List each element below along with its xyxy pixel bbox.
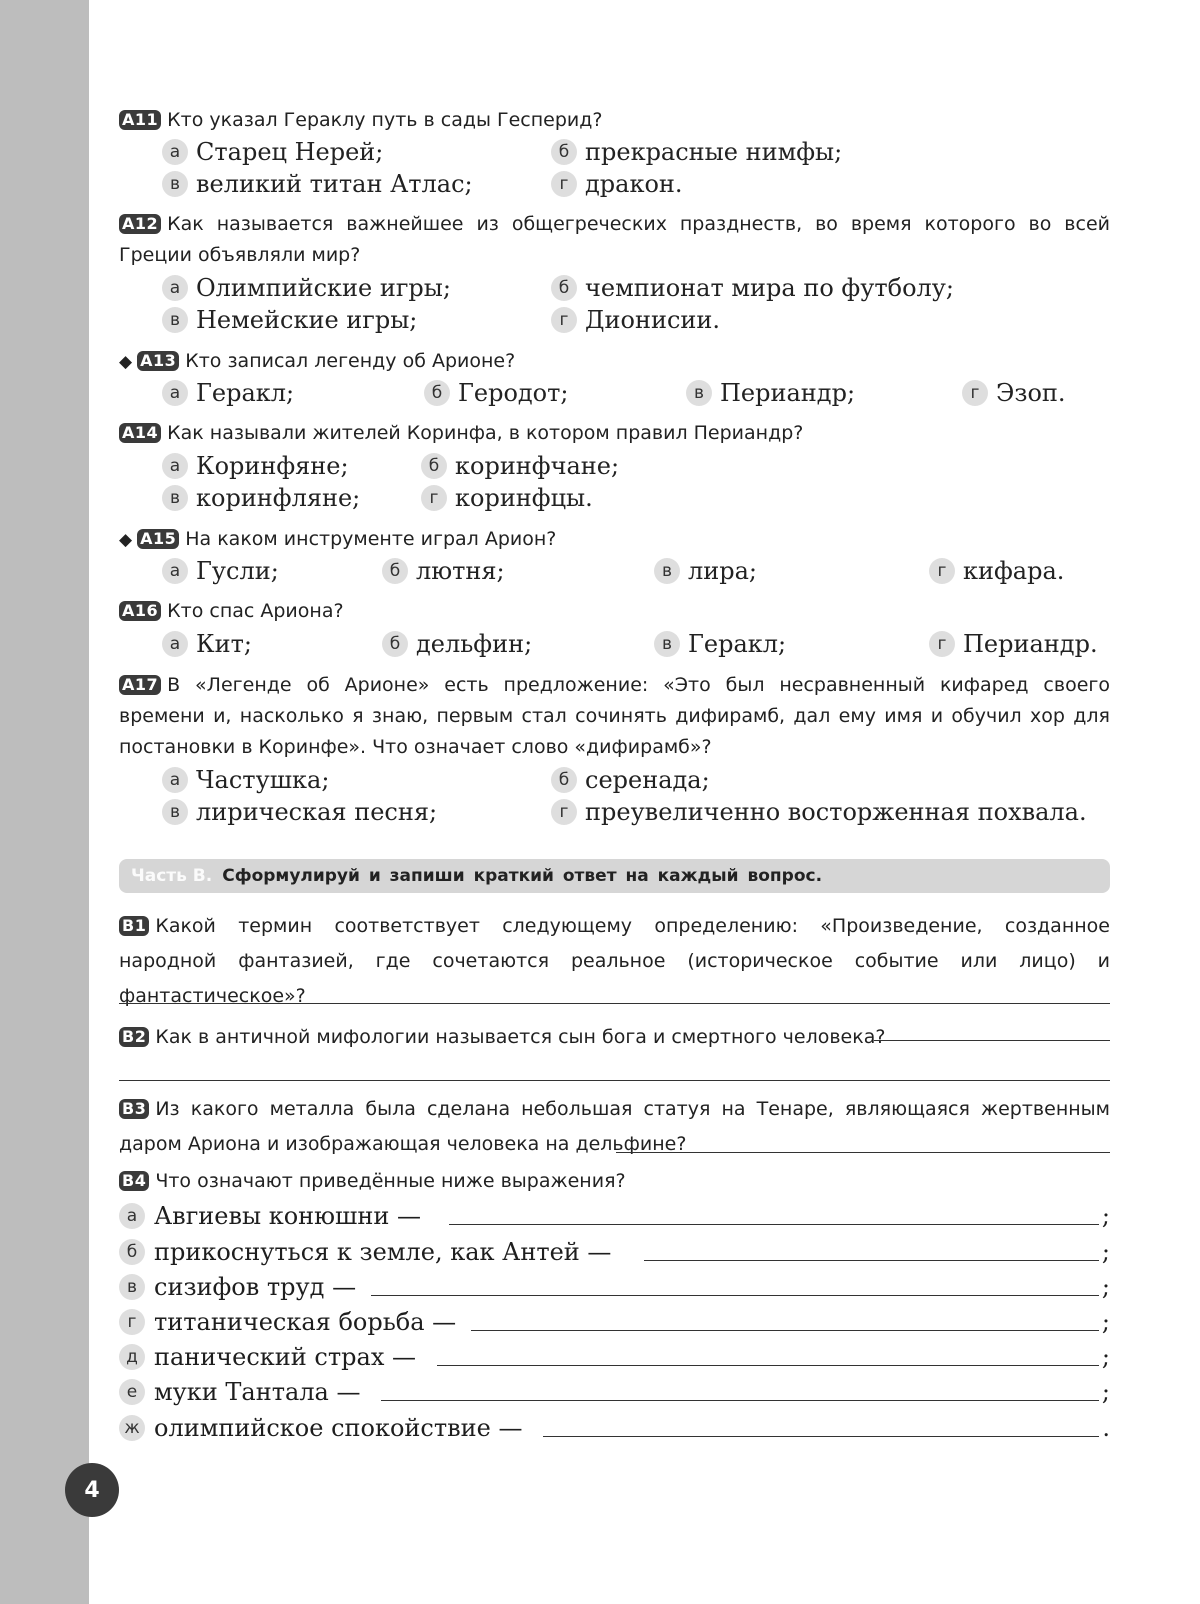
question-text: Как называли жителей Коринфа, в котором правил Периандр?	[167, 422, 804, 444]
option-v[interactable]	[654, 628, 786, 660]
question-text: Какой термин соответствует следующему определению: «Произведение, созданное народной фантазией, где сочетаются реальное (историческое событие или лицо) и фантастическое»?	[119, 915, 1110, 1007]
option-text: Эзоп.	[996, 379, 1066, 407]
question-text: Кто указал Гераклу путь в сады Гесперид?	[167, 109, 603, 131]
expression-text: панический страх —	[154, 1343, 416, 1371]
answer-line[interactable]	[381, 1400, 1099, 1401]
option-v[interactable]	[686, 377, 855, 409]
expression-text: Авгиевы конюшни —	[154, 1202, 421, 1230]
option-b[interactable]	[424, 377, 569, 409]
option-g[interactable]	[551, 168, 683, 200]
option-text: Частушка;	[196, 766, 330, 794]
option-letter: г	[119, 1309, 145, 1335]
expression-row	[119, 1340, 1110, 1374]
option-b[interactable]	[382, 555, 505, 587]
answer-line[interactable]	[644, 1260, 1099, 1261]
option-text: коринфцы.	[455, 484, 593, 512]
option-g[interactable]	[551, 796, 1087, 828]
option-letter: б	[551, 767, 577, 793]
answer-line[interactable]	[437, 1365, 1099, 1366]
option-letter: а	[162, 275, 188, 301]
option-letter: в	[162, 307, 188, 333]
expression-row	[119, 1411, 1110, 1445]
option-text: преувеличенно восторженная похвала.	[585, 798, 1087, 826]
question-id: A14	[119, 423, 161, 443]
question-id: A13	[137, 351, 179, 371]
expression-text: титаническая борьба —	[154, 1308, 457, 1336]
option-letter: г	[551, 307, 577, 333]
option-letter: в	[654, 631, 680, 657]
option-v[interactable]	[654, 555, 757, 587]
part-b-banner	[119, 859, 1110, 893]
punctuation: ;	[1101, 1343, 1110, 1371]
option-v[interactable]	[162, 304, 417, 336]
punctuation: ;	[1101, 1273, 1110, 1301]
question-text: В «Легенде об Арионе» есть предложение: «Это был несравненный кифаред своего времени и, насколько я знаю, первым стал сочинять дифирамб, дал ему имя и обучил хор для постановки в Коринфе». Что означает слово «дифирамб»?	[119, 674, 1110, 758]
question-b1	[119, 909, 1110, 1014]
option-a[interactable]	[162, 555, 279, 587]
option-letter: г	[929, 631, 955, 657]
answer-line[interactable]	[471, 1330, 1099, 1331]
option-text: прекрасные нимфы;	[585, 138, 843, 166]
option-letter: а	[162, 631, 188, 657]
option-letter: а	[162, 767, 188, 793]
option-text: серенада;	[585, 766, 710, 794]
answer-line-b2-extra[interactable]	[119, 1080, 1110, 1081]
option-letter: б	[424, 380, 450, 406]
option-text: Геродот;	[458, 379, 569, 407]
option-text: Немейские игры;	[196, 306, 418, 334]
question-text: На каком инструменте играл Арион?	[185, 528, 557, 550]
option-g[interactable]	[929, 628, 1098, 660]
option-v[interactable]	[162, 168, 473, 200]
question-id: B3	[119, 1099, 149, 1119]
option-letter: в	[162, 171, 188, 197]
option-letter: е	[119, 1379, 145, 1405]
question-id: A16	[119, 601, 161, 621]
expression-row	[119, 1199, 1110, 1233]
question-a11	[119, 105, 1110, 136]
option-text: Дионисии.	[585, 306, 721, 334]
option-a[interactable]	[162, 450, 349, 482]
question-a16	[119, 596, 1110, 627]
answer-line-b3[interactable]	[616, 1152, 1110, 1153]
punctuation: ;	[1101, 1202, 1110, 1230]
expression-row	[119, 1305, 1110, 1339]
option-a[interactable]	[162, 377, 294, 409]
question-a13	[119, 346, 1110, 378]
answer-line[interactable]	[543, 1436, 1099, 1437]
question-b4	[119, 1166, 1110, 1197]
punctuation: ;	[1101, 1238, 1110, 1266]
question-a14	[119, 418, 1110, 449]
option-v[interactable]	[162, 796, 437, 828]
question-id: A17	[119, 675, 161, 695]
option-letter: д	[119, 1344, 145, 1370]
option-letter: в	[686, 380, 712, 406]
punctuation: .	[1102, 1414, 1110, 1442]
option-text: Кит;	[196, 630, 252, 658]
diamond-icon: ◆	[119, 530, 133, 550]
expression-row	[119, 1375, 1110, 1409]
option-a[interactable]	[162, 272, 451, 304]
option-letter: в	[162, 485, 188, 511]
page-number: 4	[65, 1463, 119, 1517]
option-text: дракон.	[585, 170, 683, 198]
option-letter: в	[119, 1274, 145, 1300]
option-letter: ж	[119, 1415, 145, 1441]
punctuation: ;	[1101, 1308, 1110, 1336]
question-id: A11	[119, 110, 161, 130]
option-text: великий титан Атлас;	[196, 170, 473, 198]
option-letter: в	[162, 799, 188, 825]
option-v[interactable]	[162, 482, 360, 514]
question-a15	[119, 524, 1110, 556]
question-id: B1	[119, 916, 149, 936]
part-instruction: Сформулируй и запиши краткий ответ на каждый вопрос.	[222, 866, 823, 886]
question-text: Что означают приведённые ниже выражения?	[155, 1170, 626, 1192]
option-text: чемпионат мира по футболу;	[585, 274, 954, 302]
question-id: B2	[119, 1027, 149, 1047]
option-text: Геракл;	[688, 630, 787, 658]
question-id: A12	[119, 214, 161, 234]
option-text: лютня;	[416, 557, 505, 585]
option-g[interactable]	[929, 555, 1064, 587]
question-text: Как в античной мифологии называется сын бога и смертного человека?	[155, 1026, 886, 1048]
option-letter: г	[421, 485, 447, 511]
option-g[interactable]	[421, 482, 593, 514]
option-letter: б	[551, 139, 577, 165]
option-text: дельфин;	[416, 630, 533, 658]
option-b[interactable]	[551, 764, 710, 796]
question-id: A15	[137, 529, 179, 549]
question-text: Кто записал легенду об Арионе?	[185, 350, 516, 372]
option-text: Периандр.	[963, 630, 1098, 658]
option-a[interactable]	[162, 136, 383, 168]
option-letter: б	[119, 1239, 145, 1265]
expression-text: олимпийское спокойствие —	[154, 1414, 523, 1442]
option-letter: а	[162, 139, 188, 165]
option-text: Старец Нерей;	[196, 138, 384, 166]
option-text: Гусли;	[196, 557, 279, 585]
option-letter: г	[929, 558, 955, 584]
option-text: Коринфяне;	[196, 452, 349, 480]
option-b[interactable]	[382, 628, 532, 660]
option-g[interactable]	[962, 377, 1066, 409]
option-letter: б	[382, 631, 408, 657]
question-id: B4	[119, 1171, 149, 1191]
question-b2	[119, 1022, 886, 1053]
question-text: Как называется важнейшее из общегреческих празднеств, во время которого во всей Греции объявляли мир?	[119, 213, 1110, 266]
option-text: Геракл;	[196, 379, 295, 407]
option-text: лирическая песня;	[196, 798, 438, 826]
option-letter: г	[551, 171, 577, 197]
answer-line[interactable]	[449, 1224, 1099, 1225]
expression-text: сизифов труд —	[154, 1273, 357, 1301]
option-g[interactable]	[551, 304, 720, 336]
question-text: Из какого металла была сделана небольшая статуя на Тенаре, являющаяся жертвенным даром Ариона и изображающая человека на дельфине?	[119, 1098, 1110, 1155]
option-text: кифара.	[963, 557, 1065, 585]
option-text: коринфчане;	[455, 452, 620, 480]
option-letter: а	[119, 1203, 145, 1229]
expression-row	[119, 1270, 1110, 1304]
side-strip	[0, 0, 89, 1604]
option-letter: в	[654, 558, 680, 584]
option-letter: г	[551, 799, 577, 825]
option-b[interactable]	[551, 136, 842, 168]
answer-line-b2[interactable]	[874, 1040, 1110, 1041]
option-a[interactable]	[162, 764, 329, 796]
question-text: Кто спас Ариона?	[167, 600, 344, 622]
punctuation: ;	[1101, 1378, 1110, 1406]
expression-text: прикоснуться к земле, как Антей —	[154, 1238, 612, 1266]
option-letter: а	[162, 558, 188, 584]
option-letter: а	[162, 380, 188, 406]
option-letter: б	[382, 558, 408, 584]
option-text: Олимпийские игры;	[196, 274, 451, 302]
question-a17	[119, 670, 1110, 763]
answer-line-b1[interactable]	[119, 1003, 1110, 1004]
option-text: Периандр;	[720, 379, 856, 407]
expression-text: муки Тантала —	[154, 1378, 361, 1406]
option-letter: б	[421, 453, 447, 479]
option-a[interactable]	[162, 628, 252, 660]
answer-line[interactable]	[371, 1295, 1099, 1296]
diamond-icon: ◆	[119, 352, 133, 372]
expression-row	[119, 1235, 1110, 1269]
option-letter: а	[162, 453, 188, 479]
option-letter: б	[551, 275, 577, 301]
option-b[interactable]	[421, 450, 619, 482]
part-label: Часть В.	[131, 866, 213, 886]
option-b[interactable]	[551, 272, 954, 304]
option-text: коринфляне;	[196, 484, 361, 512]
option-letter: г	[962, 380, 988, 406]
option-text: лира;	[688, 557, 757, 585]
question-a12	[119, 209, 1110, 271]
